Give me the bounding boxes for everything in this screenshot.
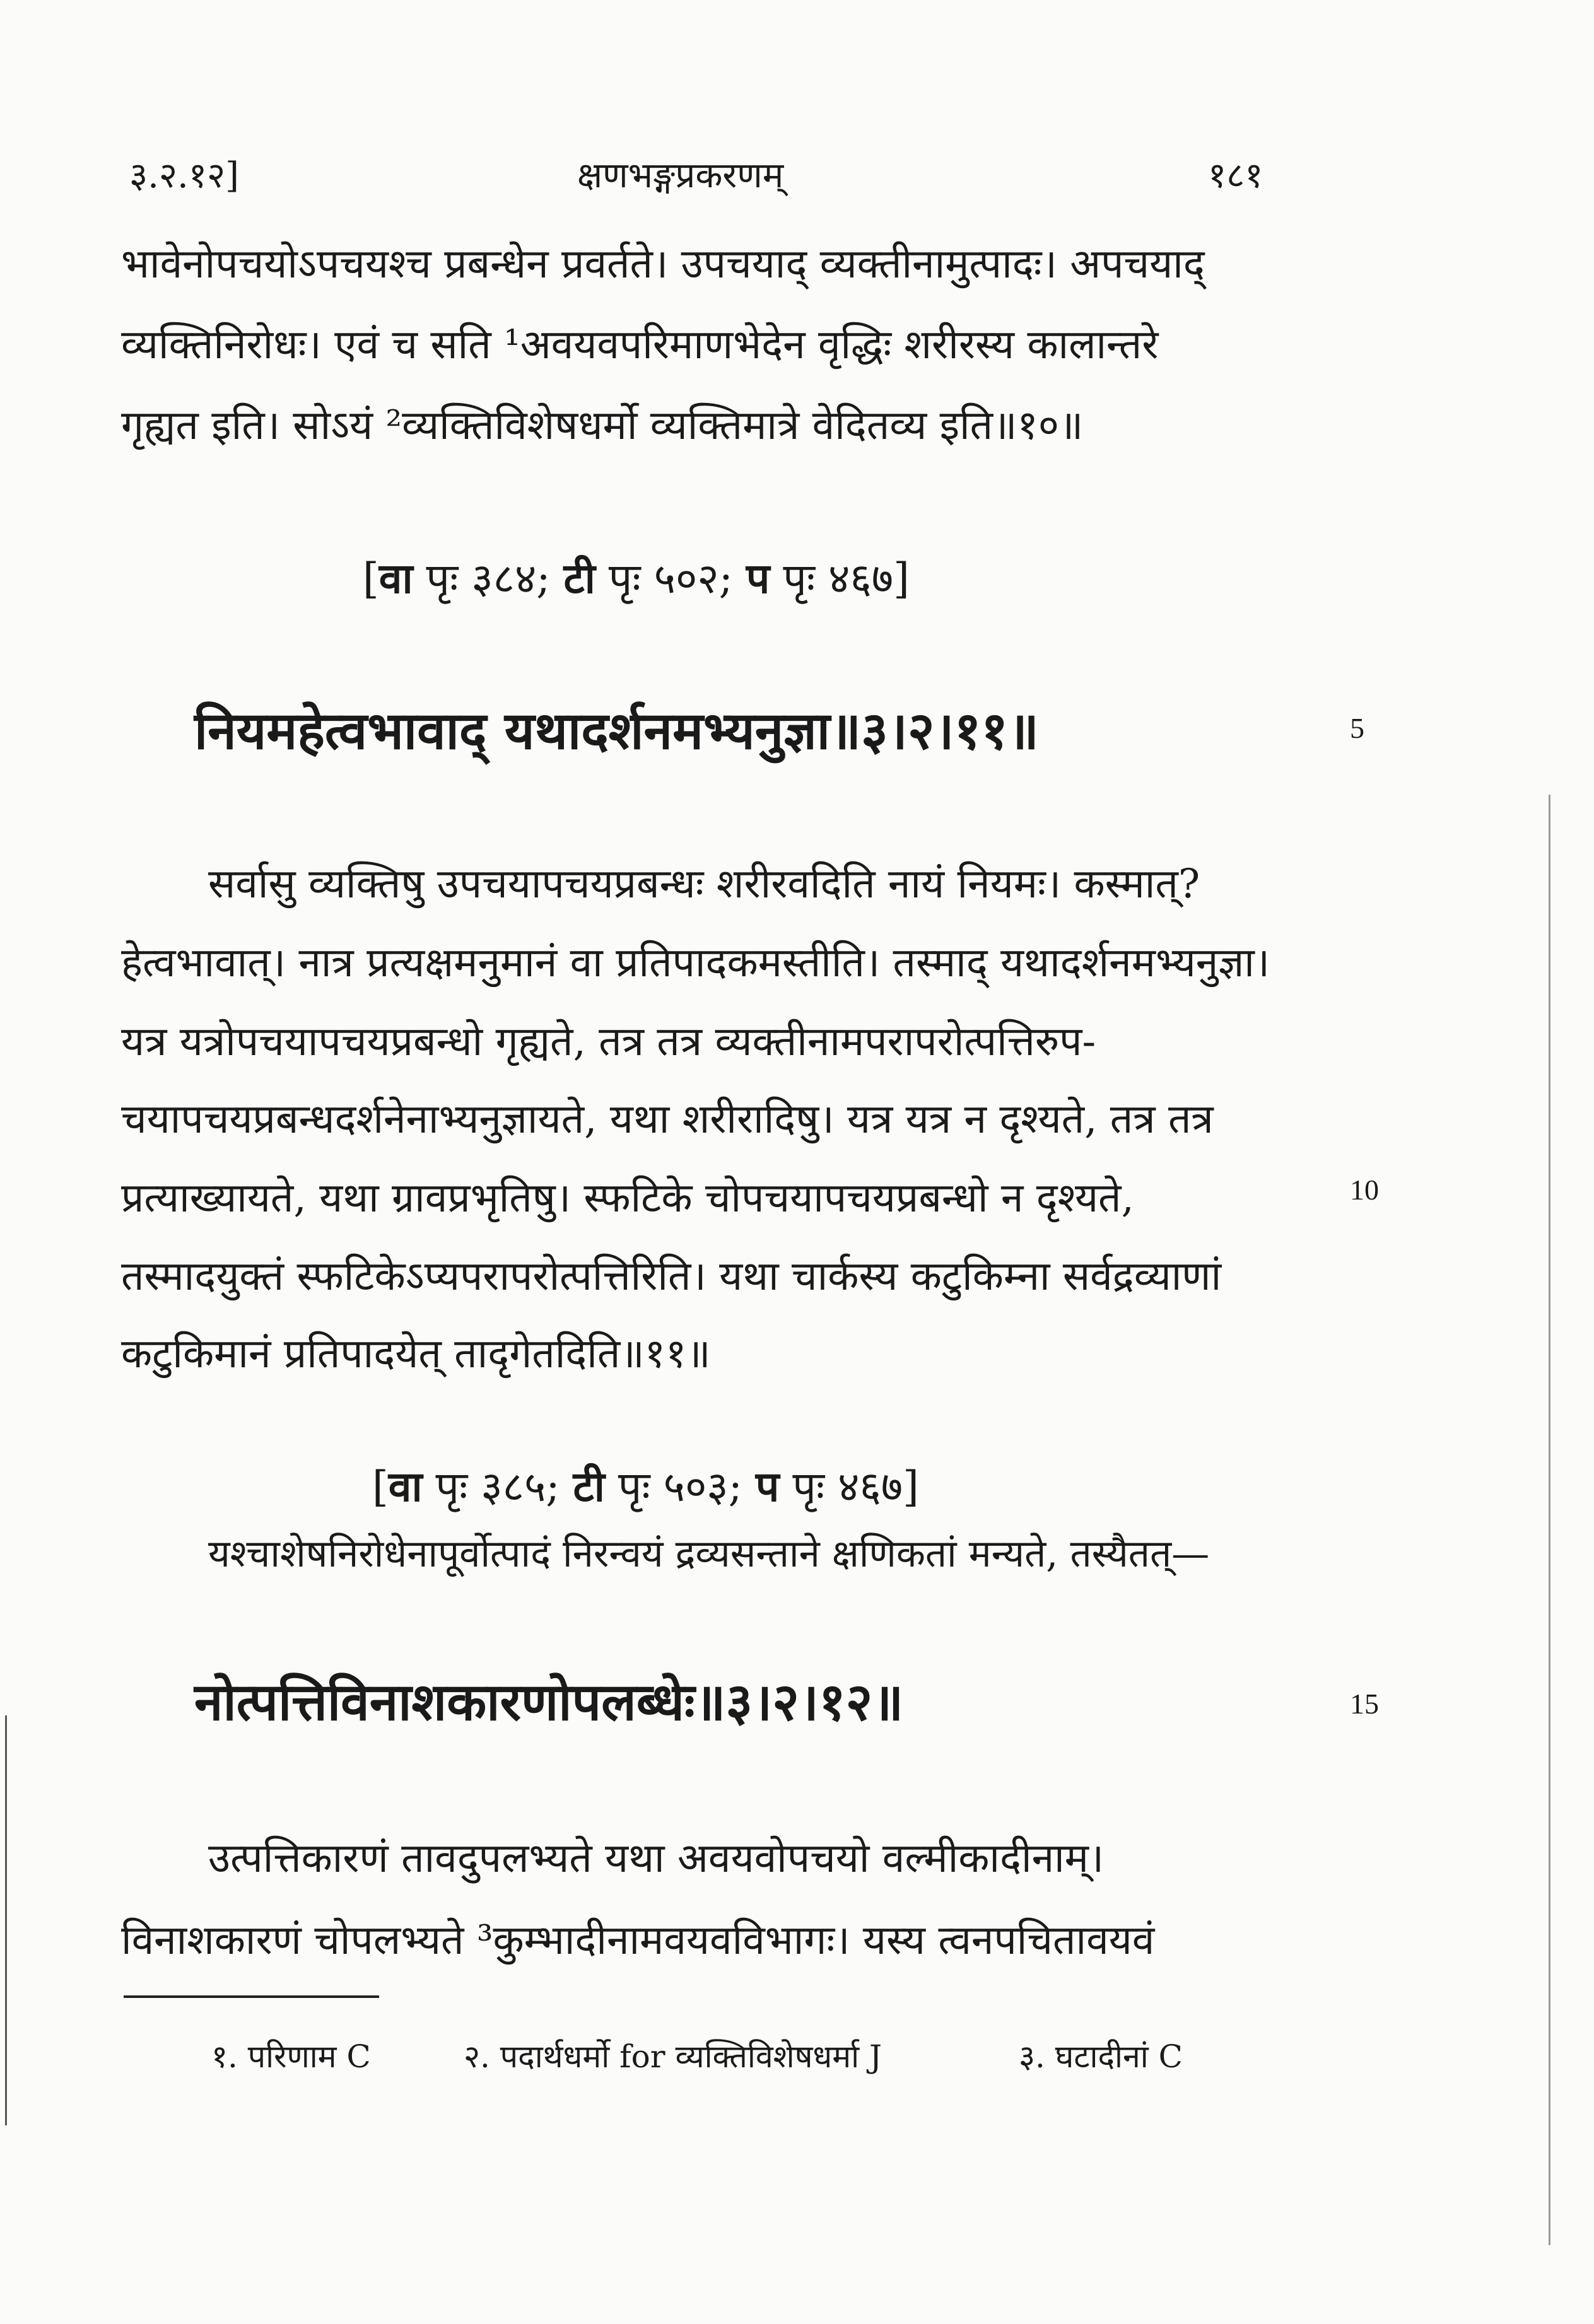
- para2-line-3: यत्र यत्रोपचयापचयप्रबन्धो गृह्यते, तत्र तत्र व्यक्तीनामपरापरोत्पत्तिरुप-: [121, 1019, 1096, 1065]
- ref-pa-label: प: [746, 554, 770, 603]
- intro-to-sutra-12: यश्चाशेषनिरोधेनापूर्वोत्पादं निरन्वयं द्रव्यसन्ताने क्षणिकतां मन्यते, तस्यैतत्—: [208, 1532, 1210, 1576]
- line-number-10: 10: [1350, 1174, 1379, 1206]
- ref-va-page: पृः ३८४;: [413, 554, 564, 603]
- ref2-pa-label: प: [755, 1462, 780, 1511]
- para1-line-2: व्यक्तिनिरोधः। एवं च सति ¹अवयवपरिमाणभेदेन वृद्धिः शरीरस्य कालान्तरे: [121, 322, 1159, 368]
- footnote-1: १. परिणाम C: [211, 2038, 371, 2075]
- ref2-va-page: पृः ३८५;: [422, 1463, 573, 1511]
- para3-line-2: विनाशकारणं चोपलभ्यते ³कुम्भादीनामवयवविभागः। यस्य त्वनपचितावयवं: [121, 1917, 1155, 1964]
- scan-edge-left: [5, 1715, 7, 2125]
- ref2-va-label: वा: [388, 1462, 423, 1511]
- para2-line-7: कटुकिमानं प्रतिपादयेत् तादृगेतदिति॥११॥: [121, 1331, 711, 1377]
- footnote-3: ३. घटादीनां C: [1019, 2038, 1183, 2075]
- ref-va-label: वा: [378, 554, 413, 603]
- para2-line-6: तस्मादयुक्तं स्फटिकेऽप्यपरापरोत्पत्तिरिति। यथा चार्कस्य कटुकिम्ना सर्वद्रव्याणां: [121, 1253, 1222, 1300]
- footnote-rule: [124, 1995, 379, 1998]
- ref-pa-page: पृः ४६७: [770, 554, 894, 603]
- sutra-3-2-12: नोत्पत्तिविनाशकारणोपलब्धेः॥३।२।१२॥: [194, 1672, 904, 1732]
- ref-ti-label: टी: [563, 554, 595, 603]
- para1-line-3: गृह्यत इति। सोऽयं ²व्यक्तिविशेषधर्मो व्यक्तिमात्रे वेदितव्य इति॥१०॥: [121, 402, 1084, 449]
- header-page-number: १८१: [1208, 155, 1263, 196]
- para1-line-1: भावेनोपचयोऽपचयश्च प्रबन्धेन प्रवर्तते। उपचयाद् व्यक्तीनामुत्पादः। अपचयाद्: [121, 241, 1205, 288]
- ref-ti-page: पृः ५०२;: [595, 554, 746, 603]
- ref2-ti-label: टी: [573, 1462, 605, 1511]
- line-number-15: 15: [1350, 1688, 1379, 1720]
- line-number-5: 5: [1350, 712, 1364, 744]
- scan-edge-right: [1549, 795, 1550, 2245]
- ref2-pa-page: पृः ४६७: [779, 1463, 903, 1511]
- para2-line-5: प्रत्याख्यायते, यथा ग्रावप्रभृतिषु। स्फटिके चोपचयापचयप्रबन्धो न दृश्यते,: [121, 1175, 1134, 1222]
- para3-line-1: उत्पत्तिकारणं तावदुपलभ्यते यथा अवयवोपचयो वल्मीकादीनाम्।: [208, 1835, 1105, 1882]
- para2-line-2: हेत्वभावात्। नात्र प्रत्यक्षमनुमानं वा प्रतिपादकमस्तीति। तस्माद् यथादर्शनमभ्यनुज्ञा।: [121, 940, 1270, 986]
- ref2-ti-page: पृः ५०३;: [604, 1463, 756, 1511]
- footnote-2: २. पदार्थधर्मो for व्यक्तिविशेषधर्मा J: [464, 2038, 882, 2075]
- reference-line-2: [वा पृः ३८५; टी पृः ५०३; प पृः ४६७]: [372, 1462, 919, 1511]
- header-section-ref: ३.२.१२]: [129, 155, 239, 196]
- sutra-3-2-11: नियमहेत्वभावाद् यथादर्शनमभ्यनुज्ञा॥३।२।११॥: [194, 701, 1039, 761]
- para2-line-4: चयापचयप्रबन्धदर्शनेनाभ्यनुज्ञायते, यथा शरीरादिषु। यत्र यत्र न दृश्यते, तत्र तत्र: [121, 1096, 1214, 1143]
- para2-line-1: सर्वासु व्यक्तिषु उपचयापचयप्रबन्धः शरीरवदिति नायं नियमः। कस्मात्?: [208, 861, 1200, 908]
- header-chapter-title: क्षणभङ्गप्रकरणम्: [577, 155, 784, 196]
- reference-line-1: [वा पृः ३८४; टी पृः ५०२; प पृः ४६७]: [363, 554, 910, 603]
